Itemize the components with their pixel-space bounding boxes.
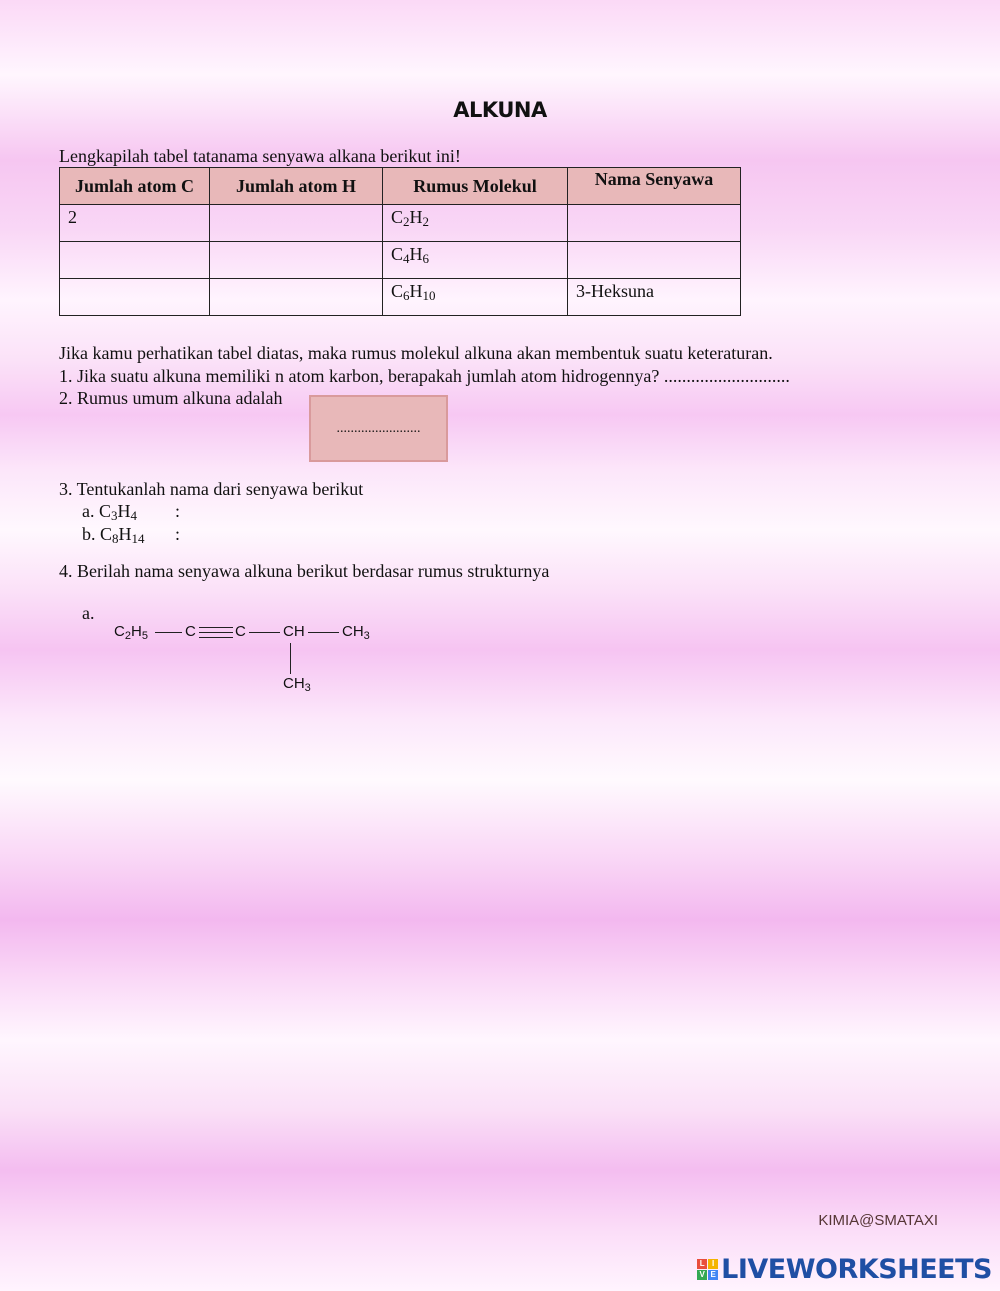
structure-carbon-1: C xyxy=(185,623,196,640)
cell-formula: $C_6H_{10}$ xyxy=(383,279,568,316)
header-nama-senyawa: Nama Senyawa xyxy=(568,168,741,205)
structure-methyl-right: $CH_3$ xyxy=(342,623,370,642)
header-jumlah-atom-c: Jumlah atom C xyxy=(60,168,210,205)
header-rumus-molekul: Rumus Molekul xyxy=(383,168,568,205)
structure-carbon-2: C xyxy=(235,623,246,640)
page-title: ALKUNA xyxy=(453,98,547,122)
single-bond-line xyxy=(155,632,182,633)
cell-compound-name: 3-Heksuna xyxy=(568,279,741,316)
cell-formula: $C_4H_6$ xyxy=(383,242,568,279)
table-header-row xyxy=(60,168,741,205)
triple-bond-line-2 xyxy=(199,632,233,633)
single-bond-line xyxy=(249,632,280,633)
single-bond-line xyxy=(308,632,339,633)
vertical-bond-line xyxy=(290,643,291,674)
general-formula-answer-box[interactable] xyxy=(309,395,448,462)
logo-mark-icon xyxy=(697,1259,718,1280)
cell-compound-name[interactable] xyxy=(568,205,741,242)
question-3a-colon[interactable]: : xyxy=(175,501,181,521)
cell-formula: $C_2H_2$ xyxy=(383,205,568,242)
question-4a-label: a. xyxy=(82,603,95,623)
question-3b: b. $C_8H_{14}$ xyxy=(82,524,145,546)
author-tag: KIMIA@SMATAXI xyxy=(818,1212,938,1229)
cell-atom-h[interactable] xyxy=(210,242,383,279)
liveworksheets-logo xyxy=(697,1254,992,1285)
question-1: 1. Jika suatu alkuna memiliki n atom karbon, berapakah jumlah atom hidrogennya? ............................ xyxy=(59,366,790,386)
cell-atom-h[interactable] xyxy=(210,279,383,316)
cell-atom-h[interactable] xyxy=(210,205,383,242)
question-4: 4. Berilah nama senyawa alkuna berikut berdasar rumus strukturnya xyxy=(59,561,550,581)
answer-placeholder: ........................ xyxy=(336,420,421,436)
logo-text: LIVEWORKSHEETS xyxy=(721,1254,992,1285)
nomenclature-table xyxy=(59,167,741,316)
header-jumlah-atom-h: Jumlah atom H xyxy=(210,168,383,205)
cell-compound-name[interactable] xyxy=(568,242,741,279)
table-row xyxy=(60,205,741,242)
question-3: 3. Tentukanlah nama dari senyawa berikut xyxy=(59,479,364,499)
table-instruction: Lengkapilah tabel tatanama senyawa alkana berikut ini! xyxy=(59,146,461,166)
triple-bond-line-1 xyxy=(199,627,233,628)
structure-ch: CH xyxy=(283,623,305,640)
cell-atom-c[interactable]: 2 xyxy=(60,205,210,242)
cell-atom-c[interactable] xyxy=(60,242,210,279)
structure-ethyl-group: $C_2H_5$ xyxy=(114,623,148,642)
observation-text: Jika kamu perhatikan tabel diatas, maka rumus molekul alkuna akan membentuk suatu keteraturan. xyxy=(59,343,773,363)
question-3b-colon[interactable]: : xyxy=(175,524,181,544)
structure-methyl-down: $CH_3$ xyxy=(283,675,311,694)
cell-atom-c[interactable] xyxy=(60,279,210,316)
logo-letter: E xyxy=(708,1270,718,1280)
table-row xyxy=(60,242,741,279)
question-3a: a. $C_3H_4$ xyxy=(82,501,137,523)
table-row xyxy=(60,279,741,316)
logo-letter: L xyxy=(697,1259,707,1269)
question-2: 2. Rumus umum alkuna adalah xyxy=(59,388,283,408)
triple-bond-line-3 xyxy=(199,637,233,638)
logo-letter: V xyxy=(697,1270,707,1280)
logo-letter: I xyxy=(708,1259,718,1269)
